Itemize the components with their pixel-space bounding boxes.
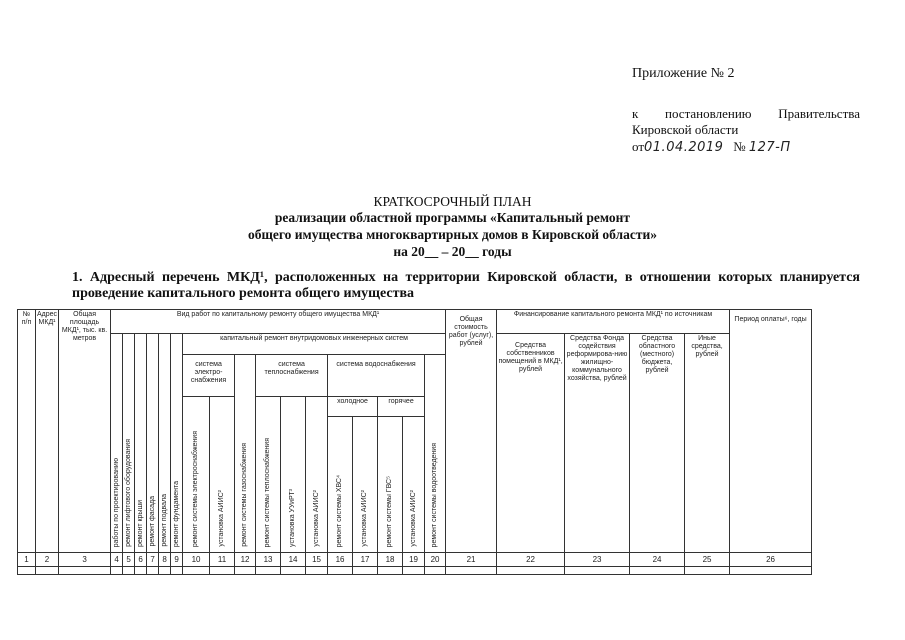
col-number-11: 11 — [210, 553, 235, 567]
resolution-date-line — [632, 139, 791, 155]
empty-row-cell — [36, 567, 59, 575]
header-uurt — [281, 397, 306, 553]
header-gas — [235, 355, 256, 553]
col-number-12: 12 — [235, 553, 256, 567]
empty-row-cell — [256, 567, 281, 575]
header-facade — [147, 334, 159, 553]
header-total-cost: Общая стоимость работ (услуг), рублей — [446, 310, 497, 553]
empty-row-cell — [235, 567, 256, 575]
empty-row-cell — [59, 567, 111, 575]
col-number-19: 19 — [403, 553, 425, 567]
header-heat-repair — [256, 397, 281, 553]
col-number-7: 7 — [147, 553, 159, 567]
header-no: № п/п — [18, 310, 36, 553]
header-fund-funds: Средства Фонда содействия реформирова-нию жилищно-коммунального хозяйства, рублей — [565, 334, 630, 553]
empty-row-cell — [685, 567, 730, 575]
empty-row-cell — [281, 567, 306, 575]
empty-row-cell — [403, 567, 425, 575]
col-number-23: 23 — [565, 553, 630, 567]
resolution-reference: к постановлению Правительства — [632, 106, 860, 121]
col-number-25: 25 — [685, 553, 730, 567]
header-hot-repair — [378, 417, 403, 553]
header-aiis-2-text: установка АИИС² — [312, 490, 320, 547]
header-hot-repair-text: ремонт системы ГВС⁵ — [386, 475, 394, 547]
col-number-15: 15 — [306, 553, 328, 567]
header-cold-repair — [328, 417, 353, 553]
col-number-10: 10 — [183, 553, 210, 567]
col-number-1: 1 — [18, 553, 36, 567]
document-title: КРАТКОСРОЧНЫЙ ПЛАН — [373, 194, 532, 209]
empty-row-cell — [446, 567, 497, 575]
header-aiis-3 — [353, 417, 378, 553]
header-aiis-2 — [306, 397, 328, 553]
header-heat: система теплоснабжения — [256, 355, 328, 397]
empty-row-cell — [210, 567, 235, 575]
header-address: Адрес МКД¹ — [36, 310, 59, 553]
subtitle-line-2: общего имущества многоквартирных домов в Кировской области» — [247, 227, 658, 242]
handwritten-date: 01.04.2019 — [644, 140, 724, 155]
col-number-17: 17 — [353, 553, 378, 567]
col-number-13: 13 — [256, 553, 281, 567]
handwritten-number: 127-П — [748, 140, 791, 155]
header-heat-repair-text: ремонт системы теплоснабжения — [264, 437, 272, 547]
header-foundation — [171, 334, 183, 553]
col-number-14: 14 — [281, 553, 306, 567]
header-electric: система электро-снабжения — [183, 355, 235, 397]
header-other-funds: Иные средства, рублей — [685, 334, 730, 553]
section-heading: 1. Адресный перечень МКД¹, расположенных на территории Кировской области, в отношении которых планируется проведение капитального ремонта общего имущества — [72, 270, 860, 301]
col-number-18: 18 — [378, 553, 403, 567]
empty-row-cell — [306, 567, 328, 575]
empty-row-cell — [730, 567, 812, 575]
header-payment-period: Период оплаты⁶, годы — [730, 310, 812, 553]
empty-row-cell — [630, 567, 685, 575]
col-number-22: 22 — [497, 553, 565, 567]
date-prefix: от — [632, 139, 645, 154]
empty-row-cell — [111, 567, 123, 575]
header-basement — [159, 334, 171, 553]
subtitle-line-1: реализации областной программы «Капитальный ремонт — [274, 210, 631, 225]
header-design-text: работы по проектированию — [112, 457, 120, 547]
empty-row-cell — [183, 567, 210, 575]
header-aiis-3-text: установка АИИС² — [361, 490, 369, 547]
header-gas-text: ремонт системы газоснабжения — [241, 443, 249, 547]
header-elevator-text: ремонт лифтового оборудования — [124, 439, 132, 547]
header-uurt-text: установка УУиРТ³ — [289, 489, 297, 547]
empty-row-cell — [353, 567, 378, 575]
header-electric-repair-text: ремонт системы электроснабжения — [192, 430, 200, 547]
header-aiis-1-text: установка АИИС² — [218, 490, 226, 547]
header-financing: Финансирование капитального ремонта МКД¹ по источникам — [497, 310, 730, 334]
col-number-6: 6 — [135, 553, 147, 567]
header-aiis-1 — [210, 397, 235, 553]
subtitle-line-3: на 20__ – 20__ годы — [393, 244, 512, 259]
header-hot: горячее — [378, 397, 425, 417]
region-name: Кировской области — [632, 122, 739, 137]
col-number-16: 16 — [328, 553, 353, 567]
number-prefix: № — [733, 139, 746, 154]
header-aiis-4-text: установка АИИС² — [409, 490, 417, 547]
empty-row-cell — [135, 567, 147, 575]
col-number-26: 26 — [730, 553, 812, 567]
col-number-21: 21 — [446, 553, 497, 567]
empty-row-cell — [18, 567, 36, 575]
header-owners-funds: Средства собственников помещений в МКД¹, рублей — [497, 334, 565, 553]
empty-row-cell — [147, 567, 159, 575]
empty-row-cell — [159, 567, 171, 575]
empty-row-cell — [123, 567, 135, 575]
col-number-4: 4 — [111, 553, 123, 567]
plan-table — [17, 309, 812, 575]
empty-row-cell — [378, 567, 403, 575]
header-water: система водоснабжения — [328, 355, 425, 397]
header-basement-text: ремонт подвала — [160, 494, 168, 547]
empty-row-cell — [171, 567, 183, 575]
header-aiis-4 — [403, 417, 425, 553]
header-roof-text: ремонт крыши — [136, 499, 144, 547]
appendix-label: Приложение № 2 — [632, 66, 735, 81]
header-engineering-systems: капитальный ремонт внутридомовых инженерных систем — [183, 334, 446, 355]
col-number-24: 24 — [630, 553, 685, 567]
col-number-3: 3 — [59, 553, 111, 567]
empty-row-cell — [565, 567, 630, 575]
header-drainage — [425, 355, 446, 553]
header-cold: холодное — [328, 397, 378, 417]
empty-row-cell — [425, 567, 446, 575]
col-number-9: 9 — [171, 553, 183, 567]
header-regional-funds: Средства областного (местного) бюджета, рублей — [630, 334, 685, 553]
header-foundation-text: ремонт фундамента — [172, 480, 180, 547]
header-cold-repair-text: ремонт системы ХВС⁴ — [336, 474, 344, 547]
header-roof — [135, 334, 147, 553]
col-number-2: 2 — [36, 553, 59, 567]
empty-row-cell — [497, 567, 565, 575]
header-design — [111, 334, 123, 553]
col-number-8: 8 — [159, 553, 171, 567]
col-number-5: 5 — [123, 553, 135, 567]
header-elevator — [123, 334, 135, 553]
col-number-20: 20 — [425, 553, 446, 567]
header-area: Общая площадь МКД¹, тыс. кв. метров — [59, 310, 111, 553]
header-facade-text: ремонт фасада — [148, 496, 156, 547]
header-electric-repair — [183, 397, 210, 553]
header-drainage-text: ремонт системы водоотведения — [431, 442, 439, 547]
header-work-types: Вид работ по капитальному ремонту общего имущества МКД¹ — [111, 310, 446, 334]
empty-row-cell — [328, 567, 353, 575]
